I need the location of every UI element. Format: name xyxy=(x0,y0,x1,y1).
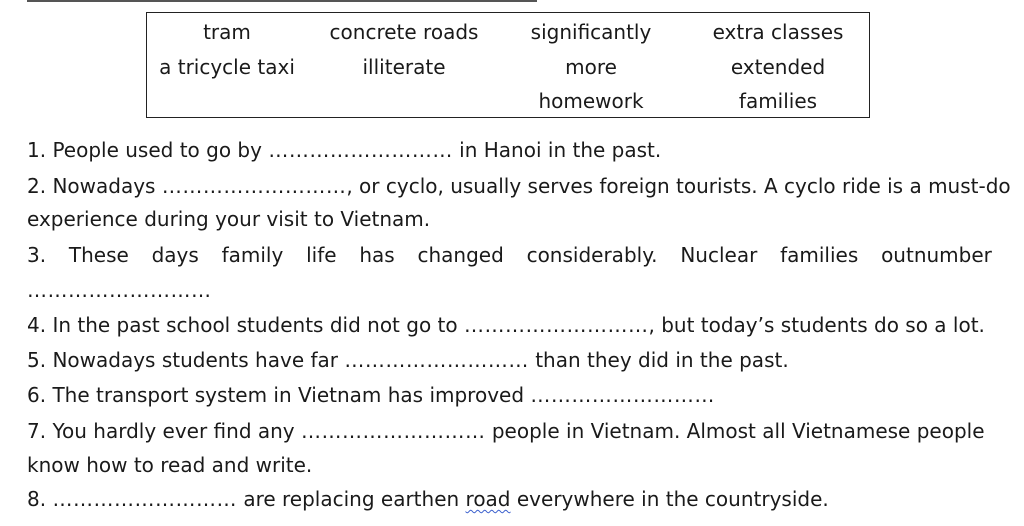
question-word: considerably. xyxy=(526,243,658,267)
question-text: know how to read and write. xyxy=(27,453,313,477)
question-text: 7. You hardly ever find any xyxy=(27,419,295,443)
question-word: Nuclear xyxy=(680,243,758,267)
word-box-item: a tricycle taxi xyxy=(159,55,295,79)
question-text: everywhere in the countryside. xyxy=(516,487,829,511)
question-text: than they did in the past. xyxy=(535,348,789,372)
question-text: people in Vietnam. Almost all Vietnamese people xyxy=(491,419,985,443)
word-box-item: extended xyxy=(730,55,826,79)
question-word: changed xyxy=(417,243,504,267)
word-box xyxy=(146,12,870,118)
question-6 xyxy=(27,383,992,407)
question-3-continued xyxy=(27,278,992,302)
word-box-item: homework xyxy=(538,89,644,113)
question-text: are replacing earthen xyxy=(243,487,460,511)
question-word: has xyxy=(359,243,395,267)
word-box-item: extra classes xyxy=(712,20,844,44)
word-box-item: more xyxy=(565,55,617,79)
question-text: 6. The transport system in Vietnam has improved xyxy=(27,383,525,407)
answer-blank: ……………………… xyxy=(52,487,237,511)
answer-blank: ……………………… xyxy=(530,383,715,407)
question-word: life xyxy=(306,243,337,267)
question-text: , or cyclo, usually serves foreign tourists. A cyclo ride is a must-do xyxy=(346,174,1011,198)
question-text: in Hanoi in the past. xyxy=(459,138,662,162)
question-text: 4. In the past school students did not go to xyxy=(27,313,458,337)
question-4 xyxy=(27,313,992,337)
word-box-item: illiterate xyxy=(362,55,446,79)
question-word: family xyxy=(221,243,284,267)
question-2 xyxy=(27,174,1011,198)
answer-blank: ……………………… xyxy=(463,313,649,337)
question-2-continued xyxy=(27,207,992,231)
answer-blank: ……………………… xyxy=(268,138,453,162)
question-word: families xyxy=(780,243,859,267)
word-box-item: concrete roads xyxy=(329,20,479,44)
question-text: 8. xyxy=(27,487,47,511)
question-text: 5. Nowadays students have far xyxy=(27,348,338,372)
answer-blank: ……………………… xyxy=(301,419,486,443)
question-8 xyxy=(27,487,992,511)
question-text: 2. Nowadays xyxy=(27,174,156,198)
question-text: experience during your visit to Vietnam. xyxy=(27,207,431,231)
word-box-item: significantly xyxy=(530,20,652,44)
question-word: These xyxy=(68,243,129,267)
answer-blank: ……………………… xyxy=(161,174,347,198)
question-word: days xyxy=(151,243,199,267)
question-1 xyxy=(27,138,992,162)
word-box-item: tram xyxy=(203,20,251,44)
answer-blank: ……………………… xyxy=(344,348,529,372)
question-word: outnumber xyxy=(881,243,992,267)
question-5 xyxy=(27,348,992,372)
top-rule xyxy=(27,0,537,2)
question-7 xyxy=(27,419,992,443)
question-3 xyxy=(27,243,992,267)
answer-blank: ……………………… xyxy=(27,278,212,302)
word-box-item: families xyxy=(738,89,818,113)
question-word: 3. xyxy=(27,243,47,267)
question-text: 1. People used to go by xyxy=(27,138,262,162)
spellcheck-underlined-word: road xyxy=(465,487,511,511)
question-7-continued xyxy=(27,453,992,477)
question-text: , but today’s students do so a lot. xyxy=(648,313,985,337)
